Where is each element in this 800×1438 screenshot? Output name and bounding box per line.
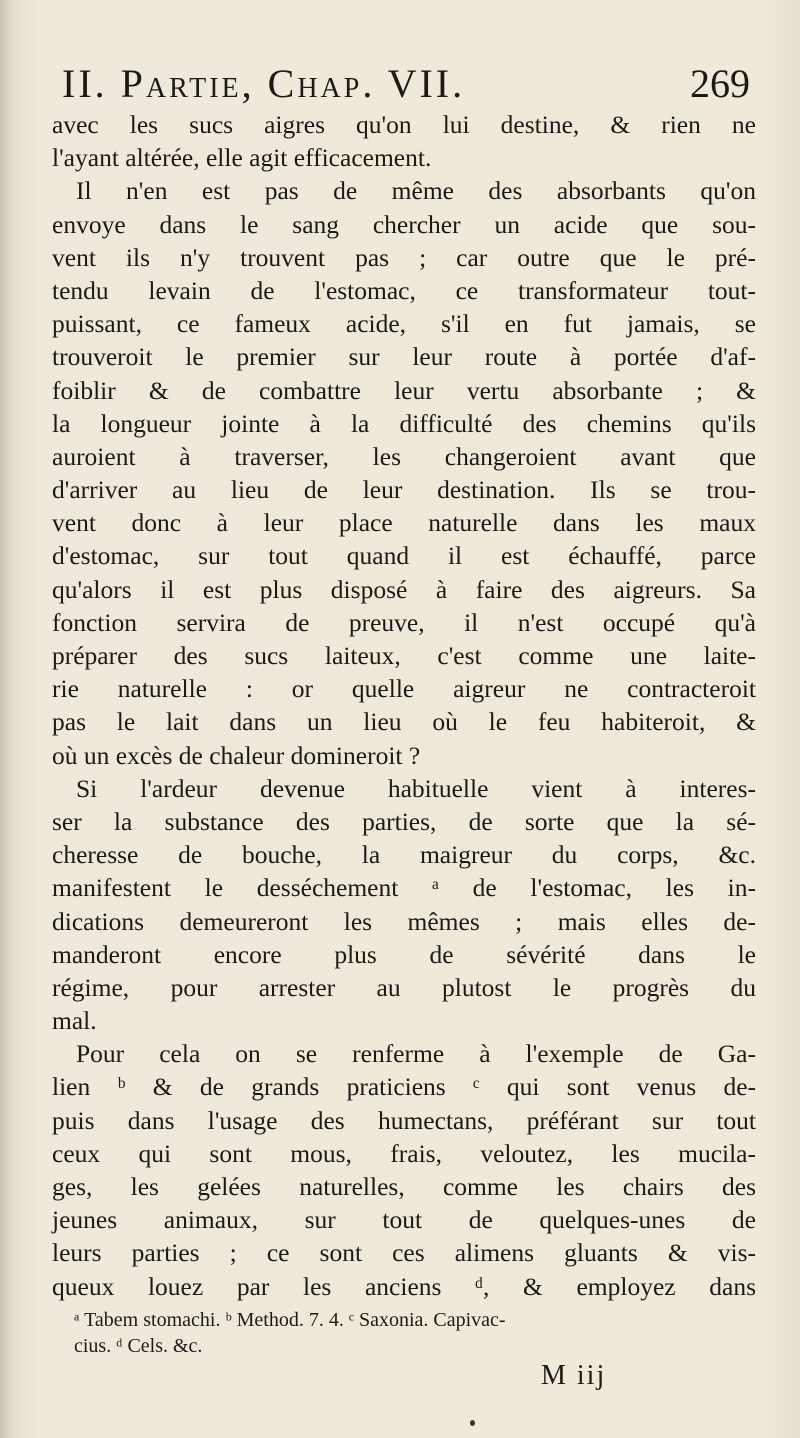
text-line: qu'alors il est plus disposé à faire des aigreurs. Sa bbox=[52, 574, 756, 604]
text-line: Pour cela on se renferme à l'exemple de Ga- bbox=[76, 1039, 756, 1069]
text-line: fonction servira de preuve, il n'est occupé qu'à bbox=[52, 607, 756, 637]
text-line: préparer des sucs laiteux, c'est comme une laite- bbox=[52, 641, 756, 670]
page-number: 269 bbox=[690, 61, 750, 106]
text-line: cheresse de bouche, la maigreur du corps, &c. bbox=[52, 840, 756, 870]
text-line: vent donc à leur place naturelle dans les maux bbox=[52, 508, 756, 538]
text-line: pas le lait dans un lieu où le feu habiteroit, & bbox=[52, 707, 756, 737]
text-line: queux louez par les anciens ᵈ, & employez dans bbox=[52, 1271, 756, 1301]
body-text bbox=[52, 108, 756, 1303]
text-line: mal. bbox=[52, 1006, 97, 1036]
text-line: où un excès de chaleur domineroit ? bbox=[52, 740, 421, 770]
text-line: leurs parties ; ce sont ces alimens gluants & vis- bbox=[52, 1238, 756, 1268]
text-line: régime, pour arrester au plutost le progrès du bbox=[52, 972, 756, 1002]
gutter-shadow bbox=[0, 0, 14, 1438]
text-line: manifestent le desséchement ᵃ de l'estomac, les in- bbox=[52, 873, 756, 903]
text-line: manderont encore plus de sévérité dans le bbox=[52, 939, 756, 969]
page-header bbox=[62, 60, 750, 110]
text-line: dications demeureront les mêmes ; mais elles de- bbox=[52, 906, 756, 936]
footnote-line: ᵃ Tabem stomachi. ᵇ Method. 7. 4. ᶜ Saxonia. Capivac- bbox=[74, 1309, 506, 1331]
text-line: vent ils n'y trouvent pas ; car outre que le pré- bbox=[52, 242, 756, 272]
text-line: d'arriver au lieu de leur destination. Ils se trou- bbox=[52, 475, 756, 505]
text-line: rie naturelle : or quelle aigreur ne contracteroit bbox=[52, 674, 756, 704]
text-line: auroient à traverser, les changeroient avant que bbox=[52, 441, 756, 471]
footnotes bbox=[74, 1307, 754, 1359]
text-line: lien ᵇ & de grands praticiens ᶜ qui sont venus de- bbox=[52, 1072, 756, 1102]
text-line: Si l'ardeur devenue habituelle vient à interes- bbox=[76, 773, 756, 803]
text-line: ges, les gelées naturelles, comme les chairs des bbox=[52, 1172, 756, 1201]
running-head: II. Partie, Chap. VII. bbox=[62, 61, 466, 106]
text-line: jeunes animaux, sur tout de quelques-unes de bbox=[52, 1205, 756, 1235]
footnote-line: cius. ᵈ Cels. &c. bbox=[74, 1335, 203, 1357]
text-line: trouveroit le premier sur leur route à portée d'af- bbox=[52, 342, 756, 372]
text-line: puissant, ce fameux acide, s'il en fut jamais, se bbox=[52, 309, 756, 339]
text-line: envoye dans le sang chercher un acide que sou- bbox=[52, 209, 756, 239]
text-line: d'estomac, sur tout quand il est échauffé, parce bbox=[52, 541, 756, 571]
text-line: l'ayant altérée, elle agit efficacement. bbox=[52, 143, 432, 173]
text-line: Il n'en est pas de même des absorbants qu'on bbox=[76, 176, 756, 206]
text-line: avec les sucs aigres qu'on lui destine, & rien ne bbox=[52, 110, 756, 139]
text-line: la longueur jointe à la difficulté des chemins qu'ils bbox=[52, 408, 756, 438]
signature-mark: M iij bbox=[541, 1360, 607, 1391]
text-line: puis dans l'usage des humectans, préférant sur tout bbox=[52, 1105, 756, 1135]
text-line: tendu levain de l'estomac, ce transformateur tout- bbox=[52, 275, 756, 305]
text-line: foiblir & de combattre leur vertu absorbante ; & bbox=[52, 375, 756, 405]
ink-speck bbox=[470, 1420, 475, 1426]
text-line: ser la substance des parties, de sorte que la sé- bbox=[52, 806, 756, 836]
text-line: ceux qui sont mous, frais, veloutez, les mucila- bbox=[52, 1138, 756, 1168]
